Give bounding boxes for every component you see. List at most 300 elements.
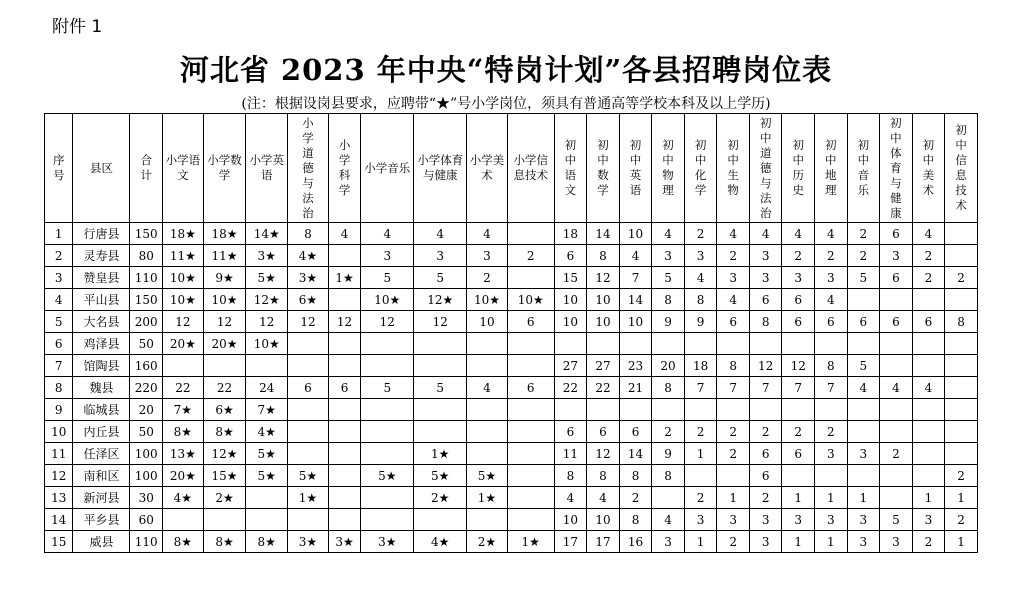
table-cell: 4 bbox=[414, 223, 467, 245]
table-cell: 6 bbox=[749, 443, 782, 465]
table-cell: 10★ bbox=[163, 267, 204, 289]
table-cell: 22 bbox=[587, 377, 620, 399]
table-cell: 1★ bbox=[328, 267, 361, 289]
table-cell bbox=[847, 289, 880, 311]
table-row bbox=[45, 377, 978, 399]
table-cell: 6 bbox=[782, 443, 815, 465]
table-cell: 5★ bbox=[414, 465, 467, 487]
table-cell: 3 bbox=[717, 267, 750, 289]
table-row bbox=[45, 311, 978, 333]
column-header-label: 初中美术 bbox=[922, 138, 935, 197]
column-header-label: 小学英语 bbox=[249, 153, 284, 182]
table-cell: 8 bbox=[587, 245, 620, 267]
table-cell: 魏县 bbox=[73, 377, 130, 399]
table-cell bbox=[749, 399, 782, 421]
table-cell bbox=[361, 509, 414, 531]
table-cell: 15 bbox=[45, 531, 73, 553]
table-cell bbox=[414, 399, 467, 421]
table-cell: 5★ bbox=[361, 465, 414, 487]
table-cell: 8 bbox=[587, 465, 620, 487]
column-header bbox=[45, 114, 73, 223]
table-cell bbox=[288, 421, 329, 443]
table-cell: 平山县 bbox=[73, 289, 130, 311]
table-cell bbox=[361, 487, 414, 509]
table-cell: 8 bbox=[652, 377, 685, 399]
table-cell: 1 bbox=[684, 443, 717, 465]
table-cell: 2 bbox=[467, 267, 508, 289]
table-cell bbox=[467, 509, 508, 531]
column-header bbox=[815, 114, 848, 223]
table-cell: 60 bbox=[130, 509, 163, 531]
table-cell: 6 bbox=[554, 421, 587, 443]
table-cell: 15 bbox=[554, 267, 587, 289]
table-cell: 7 bbox=[782, 377, 815, 399]
table-cell: 5★ bbox=[467, 465, 508, 487]
table-cell: 12 bbox=[414, 311, 467, 333]
table-cell: 18 bbox=[554, 223, 587, 245]
table-cell: 8 bbox=[717, 355, 750, 377]
table-cell: 11 bbox=[554, 443, 587, 465]
table-cell: 14 bbox=[619, 289, 652, 311]
table-cell: 18★ bbox=[203, 223, 246, 245]
table-cell: 8★ bbox=[163, 531, 204, 553]
table-cell bbox=[328, 333, 361, 355]
table-cell bbox=[507, 487, 554, 509]
table-cell: 15★ bbox=[203, 465, 246, 487]
table-cell: 3★ bbox=[288, 267, 329, 289]
table-cell: 1 bbox=[45, 223, 73, 245]
table-cell bbox=[246, 355, 288, 377]
table-cell: 12 bbox=[782, 355, 815, 377]
table-cell: 2 bbox=[684, 487, 717, 509]
table-cell: 1 bbox=[847, 487, 880, 509]
table-cell: 6 bbox=[717, 311, 750, 333]
table-cell: 3 bbox=[847, 443, 880, 465]
table-cell: 4 bbox=[684, 267, 717, 289]
table-cell: 200 bbox=[130, 311, 163, 333]
column-header bbox=[652, 114, 685, 223]
table-cell: 4★ bbox=[246, 421, 288, 443]
table-cell: 20 bbox=[130, 399, 163, 421]
table-cell: 新河县 bbox=[73, 487, 130, 509]
table-row bbox=[45, 465, 978, 487]
table-cell bbox=[782, 465, 815, 487]
table-cell: 3 bbox=[684, 509, 717, 531]
table-cell: 6 bbox=[288, 377, 329, 399]
table-cell: 2 bbox=[945, 465, 978, 487]
table-cell bbox=[507, 465, 554, 487]
table-cell: 5★ bbox=[246, 443, 288, 465]
table-cell: 2 bbox=[717, 531, 750, 553]
table-cell: 8 bbox=[45, 377, 73, 399]
table-cell: 14 bbox=[619, 443, 652, 465]
table-cell: 2 bbox=[880, 443, 913, 465]
table-cell bbox=[880, 487, 913, 509]
table-cell bbox=[328, 355, 361, 377]
table-cell: 7 bbox=[45, 355, 73, 377]
table-cell: 1 bbox=[684, 531, 717, 553]
table-cell: 6 bbox=[554, 245, 587, 267]
table-cell: 5★ bbox=[246, 465, 288, 487]
table-cell: 8★ bbox=[246, 531, 288, 553]
table-cell: 14★ bbox=[246, 223, 288, 245]
table-cell bbox=[163, 355, 204, 377]
table-cell: 27 bbox=[554, 355, 587, 377]
table-cell: 2 bbox=[782, 245, 815, 267]
table-cell: 22 bbox=[203, 377, 246, 399]
column-header-label: 小学美术 bbox=[469, 153, 505, 182]
table-cell: 4 bbox=[815, 223, 848, 245]
table-cell bbox=[203, 509, 246, 531]
table-cell bbox=[880, 421, 913, 443]
table-cell: 4 bbox=[45, 289, 73, 311]
table-cell bbox=[912, 443, 945, 465]
table-cell: 100 bbox=[130, 443, 163, 465]
column-header bbox=[203, 114, 246, 223]
table-cell: 3★ bbox=[246, 245, 288, 267]
table-cell bbox=[328, 509, 361, 531]
table-cell bbox=[361, 355, 414, 377]
column-header bbox=[847, 114, 880, 223]
table-cell: 3 bbox=[880, 531, 913, 553]
table-cell: 8 bbox=[684, 289, 717, 311]
table-cell bbox=[328, 399, 361, 421]
table-cell: 3 bbox=[717, 509, 750, 531]
table-cell: 9 bbox=[652, 443, 685, 465]
column-header bbox=[880, 114, 913, 223]
table-cell: 3 bbox=[414, 245, 467, 267]
table-cell: 5 bbox=[361, 377, 414, 399]
table-cell: 4 bbox=[717, 289, 750, 311]
table-cell: 7★ bbox=[246, 399, 288, 421]
column-header bbox=[73, 114, 130, 223]
table-cell bbox=[288, 399, 329, 421]
table-cell: 1★ bbox=[507, 531, 554, 553]
table-cell: 3 bbox=[815, 443, 848, 465]
table-cell bbox=[815, 333, 848, 355]
table-cell: 24 bbox=[246, 377, 288, 399]
table-cell: 5 bbox=[45, 311, 73, 333]
table-cell: 10 bbox=[587, 509, 620, 531]
table-cell: 13 bbox=[45, 487, 73, 509]
column-header bbox=[246, 114, 288, 223]
table-cell bbox=[507, 399, 554, 421]
table-cell: 2 bbox=[782, 421, 815, 443]
table-cell bbox=[945, 333, 978, 355]
table-cell: 8 bbox=[652, 289, 685, 311]
table-cell: 10★ bbox=[163, 289, 204, 311]
table-cell bbox=[847, 333, 880, 355]
table-cell: 5 bbox=[847, 355, 880, 377]
table-cell: 12 bbox=[203, 311, 246, 333]
table-cell bbox=[912, 399, 945, 421]
table-cell: 10★ bbox=[203, 289, 246, 311]
column-header bbox=[467, 114, 508, 223]
table-cell bbox=[717, 333, 750, 355]
table-cell: 12 bbox=[749, 355, 782, 377]
table-cell: 2 bbox=[815, 245, 848, 267]
table-cell: 2 bbox=[912, 267, 945, 289]
column-header-label: 初中化学 bbox=[694, 138, 707, 197]
table-cell bbox=[587, 333, 620, 355]
table-cell bbox=[507, 421, 554, 443]
table-cell: 9★ bbox=[203, 267, 246, 289]
table-cell: 3★ bbox=[288, 531, 329, 553]
table-cell: 20 bbox=[652, 355, 685, 377]
table-row bbox=[45, 289, 978, 311]
table-cell bbox=[815, 465, 848, 487]
table-cell: 4 bbox=[912, 377, 945, 399]
table-cell: 9 bbox=[45, 399, 73, 421]
table-cell bbox=[652, 399, 685, 421]
table-cell: 8 bbox=[619, 509, 652, 531]
table-cell: 4 bbox=[782, 223, 815, 245]
column-header bbox=[782, 114, 815, 223]
table-cell: 1 bbox=[815, 487, 848, 509]
table-cell: 150 bbox=[130, 289, 163, 311]
table-cell: 3 bbox=[912, 509, 945, 531]
recruitment-table bbox=[44, 113, 978, 553]
table-cell: 4 bbox=[467, 377, 508, 399]
column-header bbox=[619, 114, 652, 223]
table-cell: 4★ bbox=[414, 531, 467, 553]
table-cell bbox=[288, 509, 329, 531]
column-header bbox=[717, 114, 750, 223]
table-cell: 4 bbox=[467, 223, 508, 245]
table-cell: 平乡县 bbox=[73, 509, 130, 531]
table-cell: 10 bbox=[554, 289, 587, 311]
table-row bbox=[45, 531, 978, 553]
table-cell: 3 bbox=[847, 531, 880, 553]
column-header-label: 初中数学 bbox=[597, 138, 609, 197]
table-cell: 20★ bbox=[163, 465, 204, 487]
table-row bbox=[45, 223, 978, 245]
table-row bbox=[45, 509, 978, 531]
table-cell: 4 bbox=[587, 487, 620, 509]
table-cell: 1 bbox=[945, 531, 978, 553]
table-cell bbox=[945, 421, 978, 443]
table-cell: 17 bbox=[554, 531, 587, 553]
table-cell bbox=[684, 333, 717, 355]
table-cell: 10 bbox=[619, 311, 652, 333]
table-cell bbox=[328, 421, 361, 443]
table-cell bbox=[507, 267, 554, 289]
column-header-label: 序号 bbox=[52, 153, 65, 182]
column-header bbox=[945, 114, 978, 223]
table-cell: 21 bbox=[619, 377, 652, 399]
table-cell: 6 bbox=[328, 377, 361, 399]
table-cell: 30 bbox=[130, 487, 163, 509]
table-cell: 2 bbox=[749, 421, 782, 443]
table-cell: 2 bbox=[847, 245, 880, 267]
table-cell: 20★ bbox=[163, 333, 204, 355]
table-cell: 12 bbox=[163, 311, 204, 333]
column-header-label: 初中英语 bbox=[629, 138, 642, 197]
table-cell: 18★ bbox=[163, 223, 204, 245]
column-header bbox=[507, 114, 554, 223]
table-cell bbox=[361, 333, 414, 355]
table-cell: 100 bbox=[130, 465, 163, 487]
table-cell: 8 bbox=[554, 465, 587, 487]
table-cell bbox=[414, 421, 467, 443]
table-cell: 22 bbox=[163, 377, 204, 399]
table-cell bbox=[414, 355, 467, 377]
table-cell: 10★ bbox=[361, 289, 414, 311]
table-row bbox=[45, 487, 978, 509]
table-cell: 22 bbox=[554, 377, 587, 399]
table-cell: 23 bbox=[619, 355, 652, 377]
table-cell: 10 bbox=[554, 509, 587, 531]
table-cell: 160 bbox=[130, 355, 163, 377]
table-cell: 南和区 bbox=[73, 465, 130, 487]
table-cell bbox=[945, 399, 978, 421]
table-cell: 14 bbox=[587, 223, 620, 245]
table-cell: 3 bbox=[782, 509, 815, 531]
table-cell bbox=[945, 289, 978, 311]
table-cell bbox=[467, 333, 508, 355]
table-cell: 6 bbox=[815, 311, 848, 333]
table-cell: 150 bbox=[130, 223, 163, 245]
table-cell: 10 bbox=[619, 223, 652, 245]
table-cell: 7 bbox=[749, 377, 782, 399]
table-cell bbox=[328, 465, 361, 487]
table-cell: 3★ bbox=[361, 531, 414, 553]
title-note: (注：根据设岗县要求，应聘带“★”号小学岗位，须具有普通高等学校本科及以上学历) bbox=[241, 96, 771, 112]
table-cell: 6 bbox=[507, 311, 554, 333]
table-cell: 1★ bbox=[414, 443, 467, 465]
column-header-label: 初中物理 bbox=[662, 138, 674, 197]
table-cell: 110 bbox=[130, 531, 163, 553]
table-cell bbox=[328, 443, 361, 465]
table-cell: 20★ bbox=[203, 333, 246, 355]
table-cell bbox=[912, 421, 945, 443]
table-cell bbox=[912, 355, 945, 377]
table-cell: 6 bbox=[847, 311, 880, 333]
column-header bbox=[587, 114, 620, 223]
table-cell bbox=[815, 399, 848, 421]
table-cell: 1 bbox=[945, 487, 978, 509]
table-cell: 2 bbox=[717, 443, 750, 465]
table-cell bbox=[328, 487, 361, 509]
table-cell bbox=[847, 421, 880, 443]
table-cell: 10★ bbox=[246, 333, 288, 355]
column-header-label: 县区 bbox=[89, 160, 113, 175]
table-cell bbox=[467, 355, 508, 377]
table-cell: 4 bbox=[652, 223, 685, 245]
table-cell: 9 bbox=[684, 311, 717, 333]
column-header bbox=[414, 114, 467, 223]
table-cell: 7 bbox=[815, 377, 848, 399]
table-cell: 3 bbox=[749, 267, 782, 289]
table-cell bbox=[945, 443, 978, 465]
table-cell: 8★ bbox=[203, 531, 246, 553]
table-cell: 3 bbox=[815, 509, 848, 531]
table-cell bbox=[652, 487, 685, 509]
table-cell: 12 bbox=[288, 311, 329, 333]
table-cell: 12 bbox=[361, 311, 414, 333]
table-row bbox=[45, 421, 978, 443]
table-cell bbox=[467, 443, 508, 465]
table-cell: 5 bbox=[414, 267, 467, 289]
table-cell: 6 bbox=[912, 311, 945, 333]
table-row bbox=[45, 333, 978, 355]
table-cell: 3 bbox=[652, 245, 685, 267]
table-cell bbox=[507, 509, 554, 531]
table-cell: 灵寿县 bbox=[73, 245, 130, 267]
table-cell: 7 bbox=[684, 377, 717, 399]
table-cell bbox=[507, 355, 554, 377]
table-cell: 4 bbox=[328, 223, 361, 245]
table-cell bbox=[880, 465, 913, 487]
table-cell: 临城县 bbox=[73, 399, 130, 421]
table-cell: 1 bbox=[782, 531, 815, 553]
table-cell: 3 bbox=[749, 245, 782, 267]
table-cell: 2 bbox=[912, 245, 945, 267]
table-cell bbox=[912, 465, 945, 487]
table-cell bbox=[507, 333, 554, 355]
table-cell: 13★ bbox=[163, 443, 204, 465]
table-cell: 12★ bbox=[246, 289, 288, 311]
table-cell: 3 bbox=[782, 267, 815, 289]
table-cell bbox=[414, 333, 467, 355]
table-cell: 1 bbox=[912, 487, 945, 509]
table-cell: 7 bbox=[619, 267, 652, 289]
table-cell: 4 bbox=[749, 223, 782, 245]
table-cell: 内丘县 bbox=[73, 421, 130, 443]
table-cell: 12 bbox=[45, 465, 73, 487]
table-cell: 2 bbox=[45, 245, 73, 267]
table-cell: 5★ bbox=[246, 267, 288, 289]
table-cell: 8 bbox=[749, 311, 782, 333]
table-cell: 6★ bbox=[203, 399, 246, 421]
table-cell: 4 bbox=[847, 377, 880, 399]
table-cell bbox=[587, 399, 620, 421]
table-cell bbox=[507, 223, 554, 245]
table-cell: 6 bbox=[782, 289, 815, 311]
table-cell: 3 bbox=[815, 267, 848, 289]
column-header bbox=[361, 114, 414, 223]
table-cell: 50 bbox=[130, 333, 163, 355]
table-cell: 8 bbox=[288, 223, 329, 245]
table-row bbox=[45, 443, 978, 465]
table-cell: 4 bbox=[717, 223, 750, 245]
table-cell: 10★ bbox=[467, 289, 508, 311]
table-cell: 80 bbox=[130, 245, 163, 267]
table-cell: 12 bbox=[587, 267, 620, 289]
column-header-label: 合计 bbox=[140, 153, 152, 182]
table-cell: 4 bbox=[815, 289, 848, 311]
column-header-label: 初中体育与健康 bbox=[890, 115, 902, 220]
table-cell: 鸡泽县 bbox=[73, 333, 130, 355]
column-header bbox=[328, 114, 361, 223]
table-cell: 18 bbox=[684, 355, 717, 377]
table-cell bbox=[554, 333, 587, 355]
table-cell: 12★ bbox=[203, 443, 246, 465]
table-cell bbox=[203, 355, 246, 377]
table-cell: 8 bbox=[945, 311, 978, 333]
column-header-label: 小学语文 bbox=[165, 153, 201, 182]
table-cell: 3 bbox=[847, 509, 880, 531]
attachment-label: 附件 1 bbox=[52, 17, 103, 37]
table-cell: 赞皇县 bbox=[73, 267, 130, 289]
table-cell: 8 bbox=[815, 355, 848, 377]
table-cell bbox=[684, 465, 717, 487]
table-cell: 3 bbox=[467, 245, 508, 267]
table-cell: 5★ bbox=[288, 465, 329, 487]
table-cell: 16 bbox=[619, 531, 652, 553]
table-cell: 6 bbox=[587, 421, 620, 443]
column-header bbox=[130, 114, 163, 223]
